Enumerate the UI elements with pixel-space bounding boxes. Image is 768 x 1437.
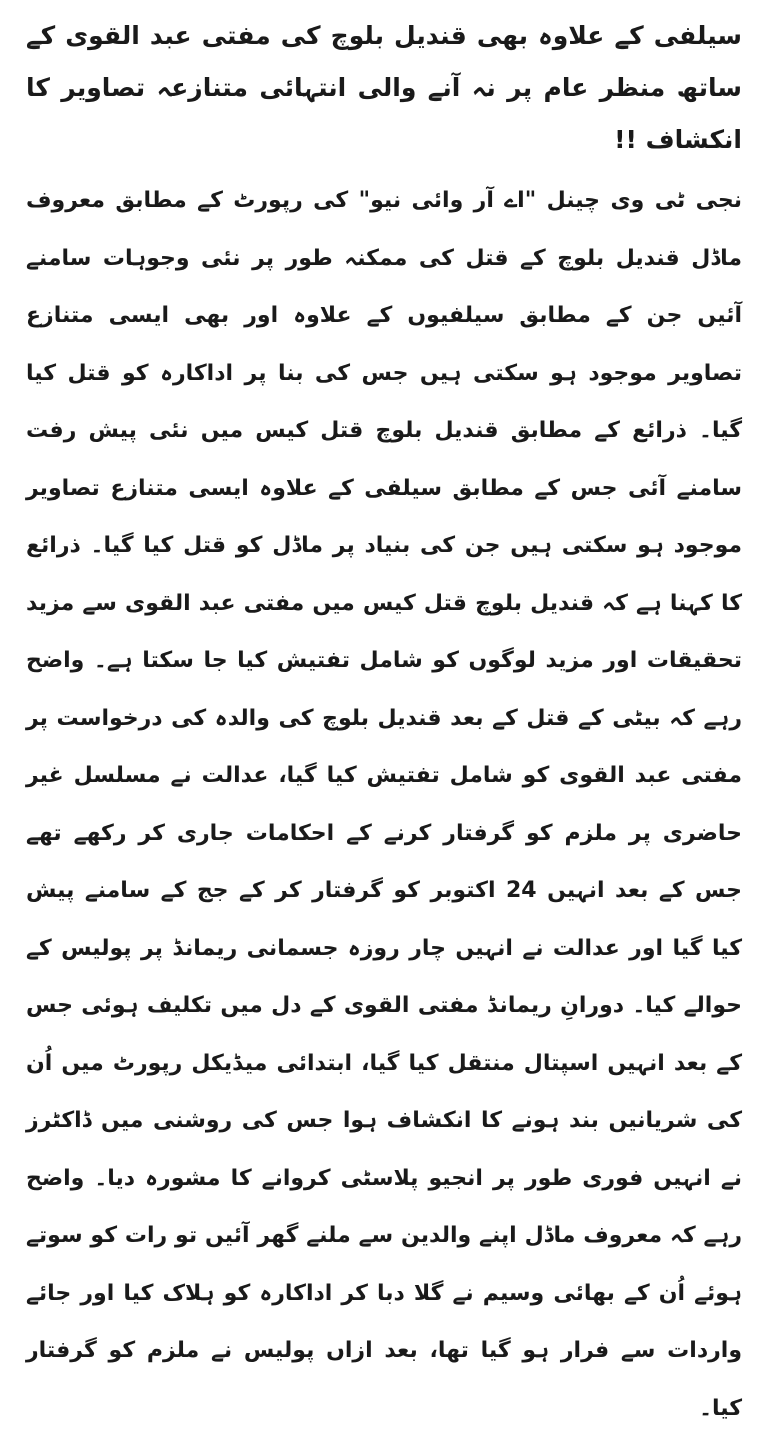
article-headline: سیلفی کے علاوہ بھی قندیل بلوچ کی مفتی عبد القوی کے ساتھ منظر عام پر نہ آنے والی انتہائی متنازعہ تصاویر کا انکشاف !! [26,21,742,154]
article-body: نجی ٹی وی چینل "اے آر وائی نیو" کی رپورٹ کے مطابق معروف ماڈل قندیل بلوچ کے قتل کی ممکنہ طور پر نئی وجوہات سامنے آئیں جن کے مطابق سیلفیوں کے علاوہ اور بھی ایسی متنازع تصاویر موجود ہو سکتی ہیں جس کی بنا پر اداکارہ کو قتل کیا گیا۔ ذرائع کے مطابق قندیل بلوچ قتل کیس میں نئی پیش رفت سامنے آئی جس کے مطابق سیلفی کے علاوہ ایسی متنازع تصاویر موجود ہو سکتی ہیں جن کی بنیاد پر ماڈل کو قتل کیا گیا۔ ذرائع کا کہنا ہے کہ قندیل بلوچ قتل کیس میں مفتی عبد القوی سے مزید تحقیقات اور مزید لوگوں کو شامل تفتیش کیا جا سکتا ہے۔ واضح رہے کہ بیٹی کے قتل کے بعد قندیل بلوچ کی والدہ کی درخواست پر مفتی عبد القوی کو شامل تفتیش کیا گیا، عدالت نے مسلسل غیر حاضری پر ملزم کو گرفتار کرنے کے احکامات جاری کر رکھے تھے جس کے بعد انہیں 24 اکتوبر کو گرفتار کر کے جج کے سامنے پیش کیا گیا اور عدالت نے انہیں چار روزہ جسمانی ریمانڈ پر پولیس کے حوالے کیا۔ دورانِ ریمانڈ مفتی القوی کے دل میں تکلیف ہوئی جس کے بعد انہیں اسپتال منتقل کیا گیا، ابتدائی میڈیکل رپورٹ میں اُن کی شریانیں بند ہونے کا انکشاف ہوا جس کی روشنی میں ڈاکٹرز نے انہیں فوری طور پر انجیو پلاسٹی کروانے کا مشورہ دیا۔ واضح رہے کہ معروف ماڈل اپنے والدین سے ملنے گھر آئیں تو رات کو سوتے ہوئے اُن کے بھائی وسیم نے گلا دبا کر اداکارہ کو ہلاک کیا اور جائے واردات سے فرار ہو گیا تھا، بعد ازاں پولیس نے ملزم کو گرفتار کیا۔ [26,188,742,1421]
